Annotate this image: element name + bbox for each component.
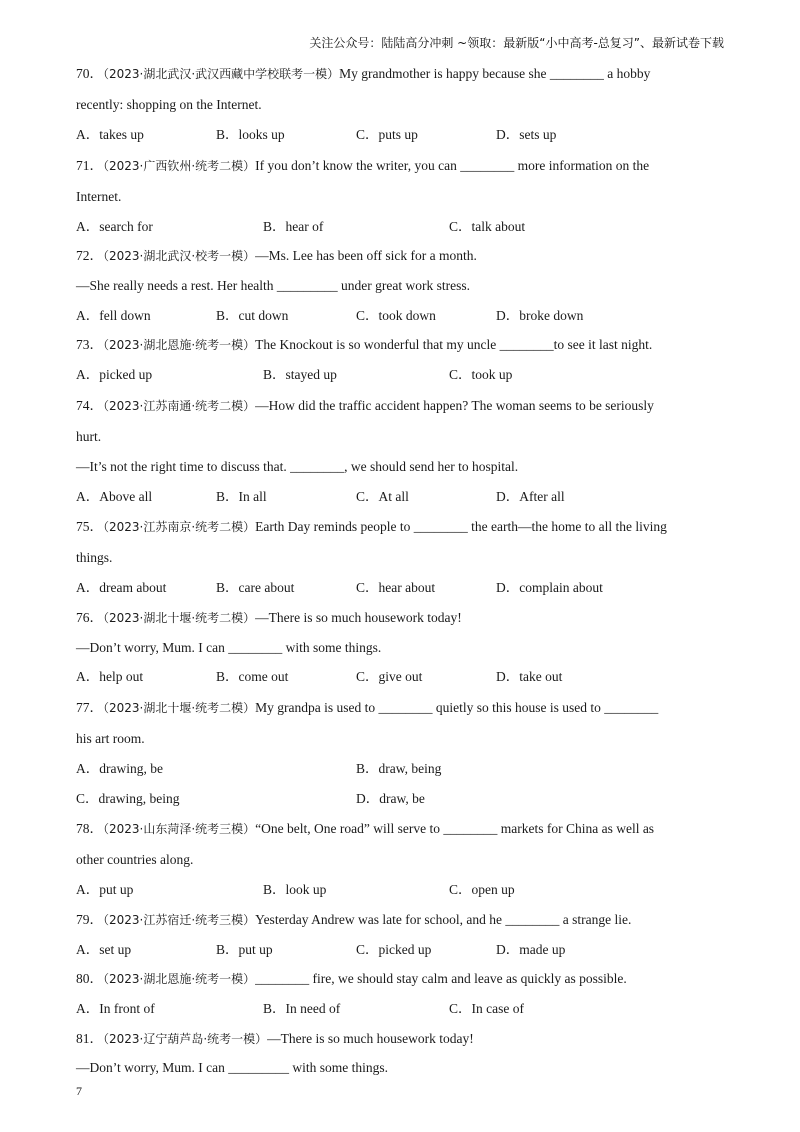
question-75: 75．（2023·江苏南京·统考二模）Earth Day reminds people to ________ the earth—the home to all the living <box>76 519 667 535</box>
option-b[interactable]: B．In need of <box>263 1001 341 1017</box>
option-c[interactable]: C．talk about <box>449 218 526 234</box>
question-80-options <box>76 994 726 1024</box>
option-d[interactable]: D．draw, be <box>356 790 425 806</box>
option-c[interactable]: C．In case of <box>449 1001 524 1017</box>
question-70-options <box>76 120 726 150</box>
question-77-cont: his art room. <box>76 730 145 746</box>
option-a[interactable]: A．dream about <box>76 580 167 596</box>
question-77: 77．（2023·湖北十堰·统考二模）My grandpa is used to ________ quietly so this house is used to ________ <box>76 699 659 715</box>
question-77-options-row2 <box>76 784 726 814</box>
question-74-cont2: —It’s not the right time to discuss that. ________, we should send her to hospital. <box>76 458 519 474</box>
option-b[interactable]: B．stayed up <box>263 367 337 383</box>
option-c[interactable]: C．open up <box>449 882 515 898</box>
question-72: 72．（2023·湖北武汉·校考一模）—Ms. Lee has been off sick for a month. <box>76 248 477 264</box>
question-81-cont: —Don’t worry, Mum. I can _________ with some things. <box>76 1060 388 1076</box>
option-a[interactable]: A．Above all <box>76 488 153 504</box>
option-a[interactable]: A．takes up <box>76 127 144 142</box>
option-d[interactable]: D．made up <box>496 941 566 957</box>
option-a[interactable]: A．search for <box>76 218 153 234</box>
question-72-cont: —She really needs a rest. Her health _________ under great work stress. <box>76 278 471 294</box>
option-a[interactable]: A．set up <box>76 941 132 957</box>
option-a[interactable]: A．picked up <box>76 367 153 383</box>
question-71-cont: Internet. <box>76 188 122 204</box>
page-number: 7 <box>76 1084 82 1098</box>
option-b[interactable]: B．cut down <box>216 307 289 323</box>
question-76: 76．（2023·湖北十堰·统考二模）—There is so much housework today! <box>76 609 462 625</box>
question-73: 73．（2023·湖北恩施·统考一模）The Knockout is so wonderful that my uncle ________to see it last night. <box>76 337 653 353</box>
question-78-options <box>76 875 726 905</box>
option-b[interactable]: B．come out <box>216 669 289 685</box>
question-75-options <box>76 573 726 603</box>
option-c[interactable]: C．drawing, being <box>76 790 180 806</box>
option-b[interactable]: B．hear of <box>263 218 324 234</box>
option-d[interactable]: D．sets up <box>496 127 557 142</box>
question-list <box>76 58 726 1083</box>
option-d[interactable]: D．take out <box>496 669 563 685</box>
option-b[interactable]: B．care about <box>216 580 295 596</box>
option-b[interactable]: B．looks up <box>216 127 285 142</box>
question-79-options <box>76 935 726 965</box>
option-b[interactable]: B．In all <box>216 488 267 504</box>
option-a[interactable]: A．drawing, be <box>76 760 163 776</box>
option-c[interactable]: C．took up <box>449 367 513 383</box>
question-76-cont: —Don’t worry, Mum. I can ________ with some things. <box>76 639 382 655</box>
option-a[interactable]: A．put up <box>76 882 134 898</box>
question-71: 71．（2023·广西钦州·统考二模）If you don’t know the writer, you can ________ more information on the <box>76 157 650 173</box>
question-70: 70．（2023·湖北武汉·武汉西藏中学校联考一模）My grandmother is happy because she ________ a hobby <box>76 66 651 81</box>
option-b[interactable]: B．draw, being <box>356 760 442 776</box>
page-header: 关注公众号：陆陆高分冲刺 ~领取：最新版“小中高考-总复习”、最新试卷下载 <box>309 36 724 50</box>
option-a[interactable]: A．In front of <box>76 1001 155 1017</box>
question-70-cont: recently: shopping on the Internet. <box>76 97 262 112</box>
question-77-options-row1 <box>76 754 726 784</box>
question-74-options <box>76 482 726 512</box>
option-c[interactable]: C．took down <box>356 307 436 323</box>
option-b[interactable]: B．put up <box>216 941 273 957</box>
option-d[interactable]: D．After all <box>496 488 565 504</box>
option-d[interactable]: D．broke down <box>496 307 584 323</box>
question-79: 79．（2023·江苏宿迁·统考三模）Yesterday Andrew was late for school, and he ________ a strange lie. <box>76 912 632 927</box>
option-b[interactable]: B．look up <box>263 882 327 898</box>
question-72-options <box>76 301 726 331</box>
option-c[interactable]: C．hear about <box>356 580 436 596</box>
question-74: 74．（2023·江苏南通·统考二模）—How did the traffic accident happen? The woman seems to be seriously <box>76 397 654 413</box>
question-78: 78．（2023·山东菏泽·统考三模）“One belt, One road” will serve to ________ markets for China as well as <box>76 821 655 837</box>
question-76-options <box>76 662 726 692</box>
option-a[interactable]: A．help out <box>76 669 144 685</box>
option-a[interactable]: A．fell down <box>76 307 151 323</box>
option-d[interactable]: D．complain about <box>496 580 603 596</box>
question-78-cont: other countries along. <box>76 852 194 868</box>
option-c[interactable]: C．At all <box>356 488 409 504</box>
question-74-cont: hurt. <box>76 428 102 444</box>
option-c[interactable]: C．picked up <box>356 941 432 957</box>
question-71-options <box>76 212 726 242</box>
question-73-options <box>76 360 726 390</box>
option-c[interactable]: C．puts up <box>356 127 418 142</box>
question-81: 81．（2023·辽宁葫芦岛·统考一模）—There is so much housework today! <box>76 1030 474 1046</box>
question-75-cont: things. <box>76 550 113 566</box>
question-80: 80．（2023·湖北恩施·统考一模）________ fire, we should stay calm and leave as quickly as possible. <box>76 971 627 987</box>
option-c[interactable]: C．give out <box>356 669 423 685</box>
